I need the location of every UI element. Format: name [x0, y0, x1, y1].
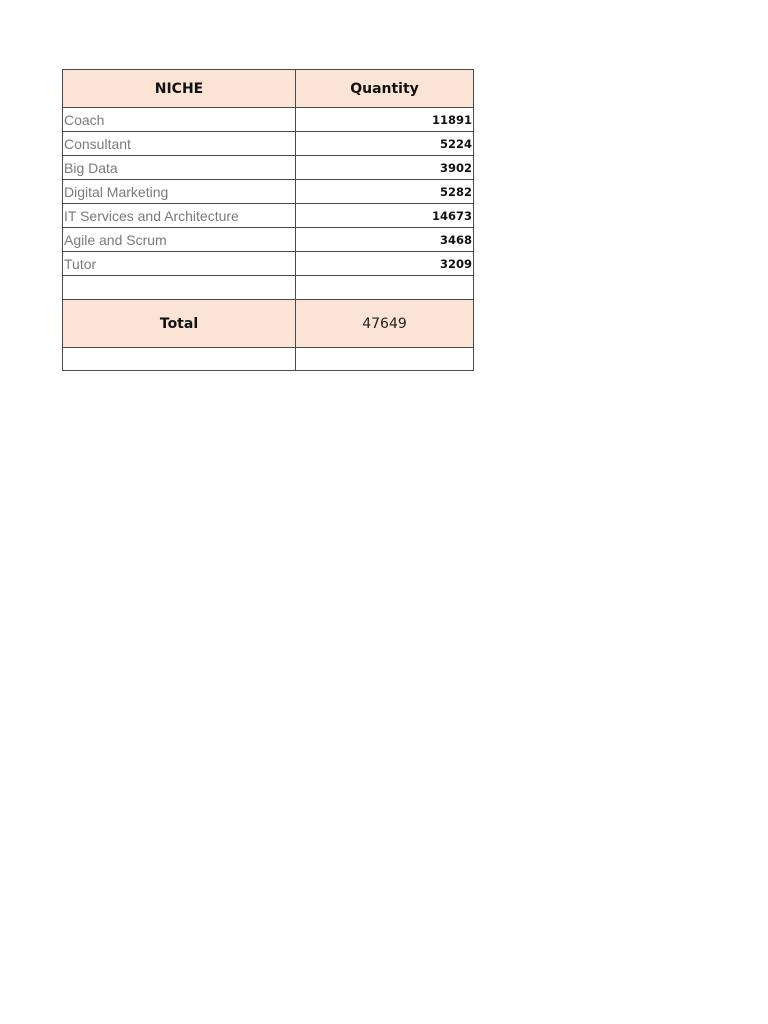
quantity-cell[interactable]: 3902	[296, 156, 474, 180]
niche-quantity-table	[62, 69, 474, 371]
quantity-cell[interactable]: 3468	[296, 228, 474, 252]
niche-cell[interactable]: Consultant	[63, 132, 296, 156]
niche-cell[interactable]: Digital Marketing	[63, 180, 296, 204]
table-row	[63, 156, 474, 180]
niche-header[interactable]: NICHE	[63, 70, 296, 108]
header-row	[63, 70, 474, 108]
empty-cell[interactable]	[63, 348, 296, 371]
table-row	[63, 108, 474, 132]
niche-cell[interactable]: Coach	[63, 108, 296, 132]
quantity-cell[interactable]: 5282	[296, 180, 474, 204]
niche-cell[interactable]: IT Services and Architecture	[63, 204, 296, 228]
quantity-cell[interactable]: 5224	[296, 132, 474, 156]
quantity-cell[interactable]: 3209	[296, 252, 474, 276]
total-value[interactable]: 47649	[296, 300, 474, 348]
quantity-cell[interactable]: 11891	[296, 108, 474, 132]
niche-cell[interactable]: Big Data	[63, 156, 296, 180]
quantity-header[interactable]: Quantity	[296, 70, 474, 108]
table-row	[63, 204, 474, 228]
quantity-cell[interactable]: 14673	[296, 204, 474, 228]
table-row	[63, 252, 474, 276]
empty-row	[63, 348, 474, 371]
empty-cell[interactable]	[296, 276, 474, 300]
empty-cell[interactable]	[296, 348, 474, 371]
total-row	[63, 300, 474, 348]
table-row	[63, 228, 474, 252]
niche-cell[interactable]: Tutor	[63, 252, 296, 276]
table-row	[63, 132, 474, 156]
empty-cell[interactable]	[63, 276, 296, 300]
table-row	[63, 180, 474, 204]
niche-cell[interactable]: Agile and Scrum	[63, 228, 296, 252]
total-label[interactable]: Total	[63, 300, 296, 348]
empty-row	[63, 276, 474, 300]
